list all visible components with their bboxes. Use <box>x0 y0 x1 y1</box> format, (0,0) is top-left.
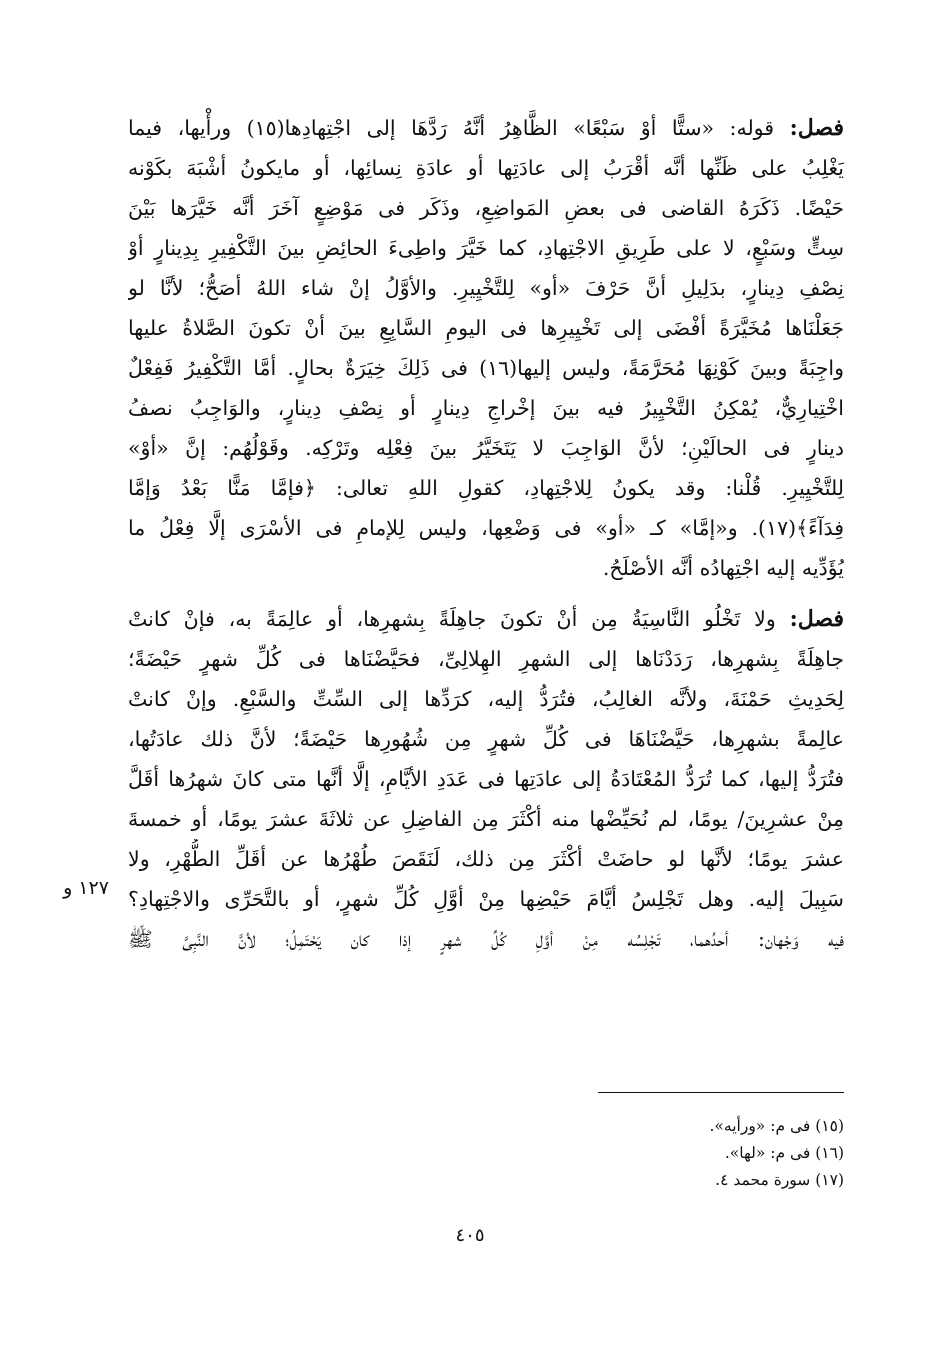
text-line: سِتٍّ وسَبْعٍ، لا على طَرِيقِ الاجْتِهادِ، كما خَيَّرَ واطِىءَ الحائِضِ بينَ التَّكْفِيرِ بِدِينارٍ أوْ <box>128 236 844 260</box>
text-line: مِنْ عشرِينَ/ يومًا، لم نُحَيِّضْها منه أكْثَرَ مِن الفاضِلِ عن ثلاثَةَ عشرَ يومًا، أو خمسةَ <box>128 807 844 831</box>
page-number: ٤٠٥ <box>455 1225 485 1246</box>
text-line: يُؤَدِّيه إليه اجْتِهادُه أنَّه الأصْلَحُ. <box>602 556 844 580</box>
text-line: لِحَدِيثِ حَمْنَةَ، ولأنَّه الغالِبُ، فتُرَدُّ إليه، كرَدِّها إلى السِّتِّ والسَّبْعِ. وإنْ كانتْ <box>128 687 844 711</box>
text-line: عشرَ يومًا؛ لأنَّها لو حاضَتْ أكْثَرَ مِن ذلك، لَنَقَصَ طُهْرُها عن أقَلِّ الطُّهْرِ، ولا <box>128 847 844 871</box>
paragraph-2 <box>128 599 844 959</box>
manuscript-folio-note: ١٢٧ و <box>63 877 109 899</box>
footnote-divider <box>598 1092 844 1093</box>
main-text <box>128 108 844 959</box>
text-line: فصل: ولا تَخْلُو النَّاسِيَةُ مِن أنْ تكونَ جاهِلَةً بِشهرِها، أو عالِمَةً به، فإنْ كانتْ <box>128 606 844 632</box>
text-line: يَغْلِبُ على ظَنِّها أنَّه أقْرَبُ إلى عادَتِها أو عادَةِ نِسائِها، أو مايكونُ أشْبَهَ بكَوْنه <box>128 156 844 180</box>
text-line: دينارٍ فى الحالَيْنِ؛ لأنَّ الوَاجِبَ لا يَتَخَيَّرُ بينَ فِعْلِه وتَرْكِه. وقَوْلُهُم: إنَّ «أوْ» <box>128 436 844 460</box>
text-line: فتُرَدُّ إليها، كما تُرَدُّ المُعْتَادَةُ إلى عادَتِها فى عَدَدِ الأيَّامِ، إلَّا أنَّها متى كانَ شهرُها أقَلَّ <box>128 767 844 791</box>
text-line: سَبِيلَ إليه. وهل تَجْلِسُ أيَّامَ حَيْضِها مِنْ أوَّلِ كُلِّ شهرٍ، أو بالتَّحَرِّى والاجْتِهادِ؟ <box>128 887 844 911</box>
section-heading: فصل: <box>789 606 844 632</box>
text-line: واجِبَةً وبينَ كَوْنِهَا مُحَرَّمَةً، وليس إليها(١٦) فى ذَلِكَ خِيَرَةٌ بحالٍ. أمَّا التَّكْفِيرُ فَفِعْلٌ <box>128 356 844 380</box>
text-line: اخْتِيارِيٌّ، يُمْكِنُ التَّخْيِيرُ فيه بينَ إخْراجِ دِينارٍ أو نِصْفِ دِينارٍ، والوَاجِبُ نصفُ <box>128 396 844 420</box>
text-line: عالِمةً بشهرِها، حَيَّضْنَاهَا فى كُلِّ شهرٍ مِن شُهُورِها حَيْضَةً؛ لأنَّ ذلك عادَتُها، <box>128 727 844 751</box>
text-line: جاهِلَةً بِشهرِها، رَدَدْنَاها إلى الشهرِ الهِلالِىِّ، فحَيَّضْنَاها فى كُلِّ شهرٍ حَيْضَةً؛ <box>128 647 844 671</box>
footnotes <box>500 1113 844 1194</box>
text-line: حَيْضًا. ذَكَرَهُ القاضى فى بعضِ المَواضِعِ، وذَكَر فى مَوْضِعٍ آخَرَ أنَّه خَيَّرَها بَيْنَ <box>128 196 844 220</box>
text-line: فيه وَجْهان: أحدُهما، تَجْلِسُه مِنْ أوَّلِ كُلِّ شهرٍ إذا كان يَحْتَمِلُ؛ لأنَّ النَّبِىَّ ﷺ <box>128 927 844 951</box>
footnote: (١٧) سورة محمد ٤. <box>715 1171 844 1189</box>
footnote: (١٦) فى م: «لها». <box>724 1144 844 1162</box>
text-line: فِدَآءً﴾(١٧). و«إمَّا» كـ «أو» فى وَضْعِها، وليس لِلإمامِ فى الأسْرَى إلَّا فِعْلُ ما <box>128 516 844 540</box>
text-line: لِلتَّخْيِيرِ. قُلْنا: وقد يكونُ لِلاجْتِهادِ، كقولِ اللهِ تعالى: ﴿فإمَّا مَنًّا بَعْدُ وَإمَّا <box>128 476 844 500</box>
text-line: فصل: قوله: «ستًّا أوْ سَبْعًا» الظَّاهِرُ أنَّهُ رَدَّهَا إلى اجْتِهادِها(١٥) ورأْيها، فيما <box>128 115 844 141</box>
paragraph-1 <box>128 108 844 588</box>
text-line: جَعَلْنَاها مُخَيَّرَةً أفْضَى إلى تَخْيِيرِها فى اليومِ السَّابِعِ بينَ أنْ تكونَ الصَّلاةُ عليها <box>128 316 844 340</box>
section-heading: فصل: <box>789 115 844 141</box>
footnote: (١٥) فى م: «ورأيه». <box>709 1117 844 1135</box>
paragraph-gap <box>128 588 844 599</box>
text-line: نِصْفِ دِينارٍ، بدَلِيلِ أنَّ حَرْفَ «أو» لِلتَّخْيِيرِ. والأوَّلُ إنْ شاء اللهُ أصَحُّ؛ لأنَّا لو <box>128 276 844 300</box>
